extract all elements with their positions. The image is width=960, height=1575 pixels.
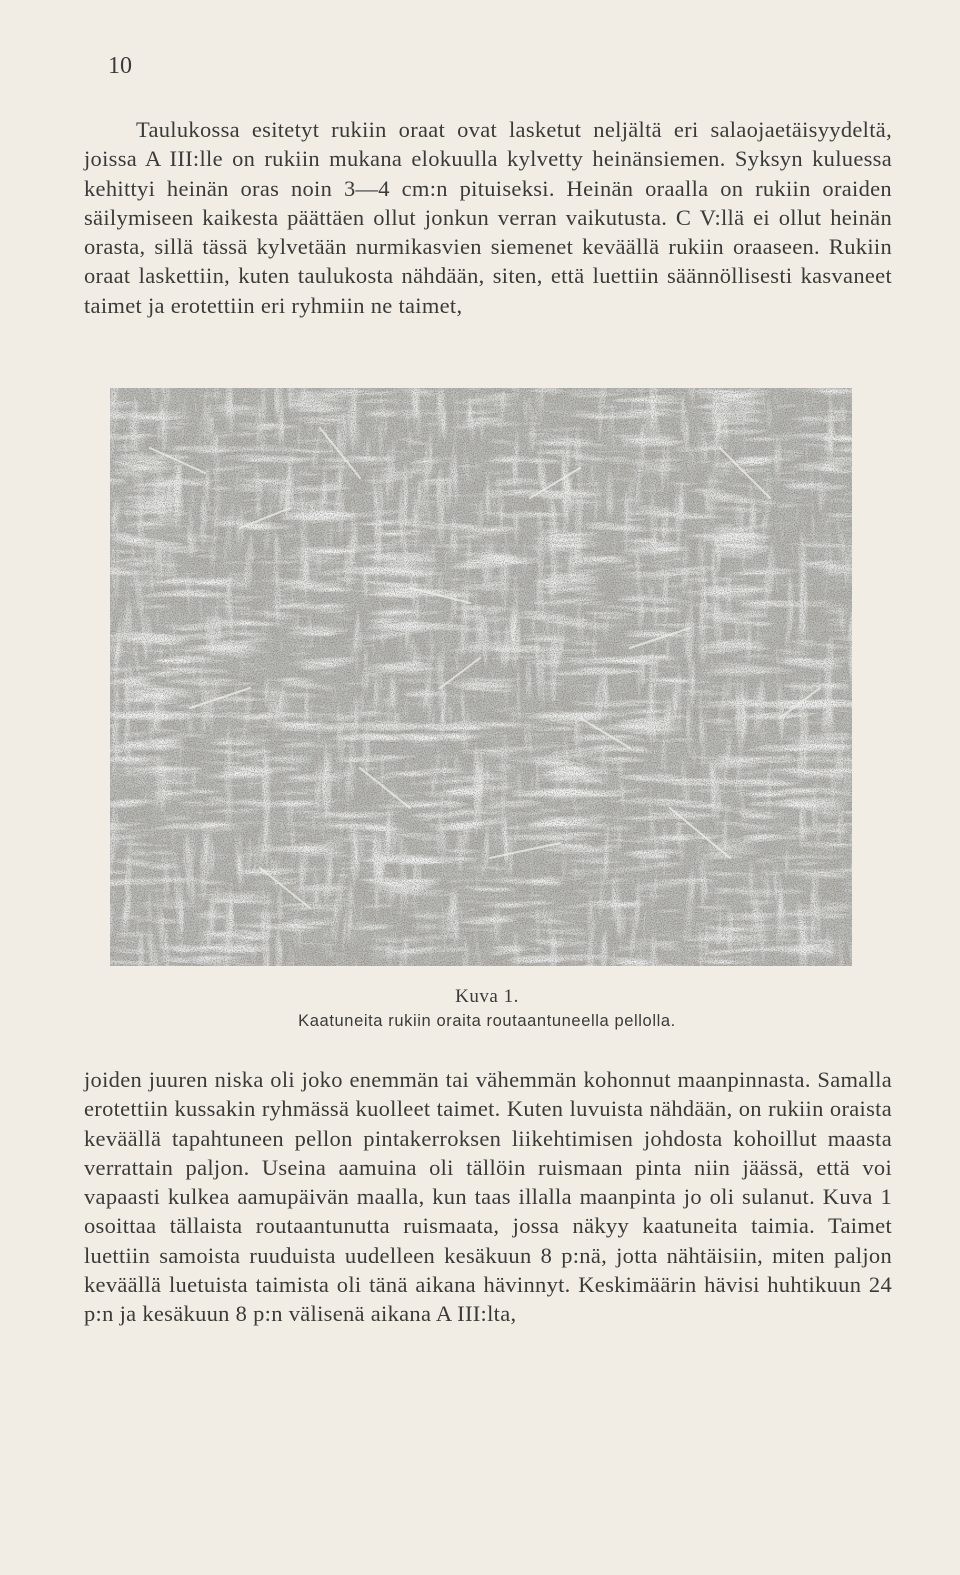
- figure-caption: Kaatuneita rukiin oraita routaantuneella pellolla.: [298, 1012, 676, 1030]
- page-number: 10: [108, 53, 132, 79]
- body-text-top: [84, 115, 892, 320]
- figure-photo: [110, 388, 852, 966]
- paragraph: Taulukossa esitetyt rukiin oraat ovat lasketut neljältä eri salaojaetäisyydeltä, joissa A III:lle on rukiin mukana elokuulla kylvetty heinänsiemen. Syksyn kuluessa kehittyi heinän oras noin 3—4 cm:n pituiseksi. Heinän oraalla on rukiin oraiden säilymiseen kaikesta päättäen ollut jonkun verran vaikutusta. C V:llä ei ollut heinän orasta, sillä tässä kylvetään nurmikasvien siemenet keväällä rukiin oraaseen. Rukiin oraat laskettiin, kuten taulukosta nähdään, siten, että luettiin säännöllisesti kasvaneet taimet ja erotettiin eri ryhmiin ne taimet,: [84, 117, 892, 318]
- paragraph: joiden juuren niska oli joko enemmän tai vähemmän kohonnut maanpinnasta. Samalla erotettiin kussakin ryhmässä kuolleet taimet. Kuten luvuista nähdään, on rukiin oraista keväällä tapahtuneen pellon pintakerroksen liikehtimisen johdosta kohoillut maasta verrattain paljon. Useina aamuina oli tällöin ruismaan pinta niin jäässä, että voi vapaasti kulkea aamupäivän maalla, kun taas illalla maanpinta jo oli sulanut. Kuva 1 osoittaa tällaista routaantunutta ruismaata, jossa näkyy kaatuneita taimia. Taimet luettiin samoista ruuduista uudelleen kesäkuun 8 p:nä, jotta nähtäisiin, miten paljon keväällä luetuista taimista oli tänä aikana hävinnyt. Keskimäärin hävisi huhtikuun 24 p:n ja kesäkuun 8 p:n välisenä aikana A III:lta,: [84, 1067, 892, 1327]
- body-text-bottom: [84, 1065, 892, 1329]
- frozen-rye-field-photo: [110, 388, 852, 966]
- figure-label: Kuva 1.: [455, 986, 519, 1007]
